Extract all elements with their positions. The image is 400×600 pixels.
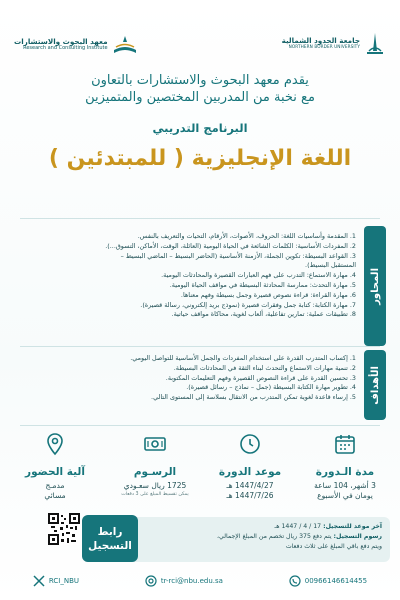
info-title: الرسـوم xyxy=(133,466,177,478)
course-title: اللغة الإنجليزية ( للمبتدئين ) xyxy=(48,146,352,171)
clock-icon xyxy=(238,432,262,456)
info-value: مسائي xyxy=(44,491,66,500)
registration-info xyxy=(110,517,390,562)
list-item: 3. تحسين القدرة على قراءة النصوص القصيرة وفهم التعليمات المكتوبة. xyxy=(165,373,356,382)
registration-deadline xyxy=(118,522,382,532)
content-list xyxy=(30,232,356,320)
institute-logo xyxy=(14,30,154,60)
intro-line-2: مع نخبة من المدربين المختصين والمتميزين xyxy=(85,90,315,105)
university-name-en: NORTHERN BORDER UNIVERSITY xyxy=(288,43,360,49)
info-value: 1447/4/27 هـ xyxy=(226,481,274,490)
info-title: آلية الحضور xyxy=(25,466,85,478)
goals-tab-label: الأهداف xyxy=(369,365,381,405)
list-item: 5. إرساء قاعدة لغوية تمكن المتدرب من الانتقال بسلاسة إلى المستوى التالي. xyxy=(151,393,356,402)
info-value: 1725 ريال سعـودي xyxy=(123,481,187,490)
registration-button-line1: رابط xyxy=(97,525,123,538)
divider xyxy=(20,218,380,219)
info-value: 1447/7/26 هـ xyxy=(226,491,274,500)
list-item: 4. مهارة الاستماع: التدرب على فهم العبارات القصيرة والمحادثات اليومية. xyxy=(161,271,356,280)
divider xyxy=(20,425,380,426)
institute-name-ar: معهد البحوث والاستشارات xyxy=(14,37,108,47)
info-title: مدة الـدورة xyxy=(315,466,375,478)
tower-logo-icon xyxy=(364,31,386,55)
whatsapp-icon xyxy=(289,575,301,587)
handle-text: RCI_NBU xyxy=(48,577,80,585)
goals-tab xyxy=(364,350,386,420)
email-link[interactable] xyxy=(145,575,223,587)
content-tab xyxy=(364,226,386,346)
list-item: 1. إكساب المتدرب القدرة على استخدام المفردات والجمل الأساسية للتواصل اليومي. xyxy=(130,354,356,362)
list-item: 3. القواعد البسيطة: تكوين الجملة، الأزمنة الأساسية (الحاضر البسيط – الماضي البسيط – xyxy=(120,251,356,260)
calendar-icon xyxy=(333,432,357,456)
list-item: 4. تطوير مهارة الكتابة البسيطة (جمل – نماذج – رسائل قصيرة). xyxy=(186,383,356,392)
list-item: 6. مهارة القراءة: قراءة نصوص قصيرة وجمل بسيطة وفهم معناها. xyxy=(180,290,356,299)
list-item: المستقبل البسيط). xyxy=(305,261,356,270)
email-text: tr-rci@nbu.edu.sa xyxy=(160,577,223,585)
list-item: 5. مهارة التحدث: ممارسة المحادثة البسيطة في مواقف الحياة اليومية. xyxy=(169,280,356,289)
info-note: يمكن تقسيط المبلغ على 3 دفعات xyxy=(121,492,189,497)
list-item: 8. تطبيقات عملية: تمارين تفاعلية، ألعاب لغوية، محاكاة مواقف حياتية. xyxy=(171,310,356,319)
content-tab-label: المحاور xyxy=(369,267,381,305)
money-icon xyxy=(143,432,167,456)
twitter-handle[interactable] xyxy=(33,575,79,587)
fee-label: رسوم التسجيل: xyxy=(333,533,382,540)
info-value: يومان في الأسبوع xyxy=(317,491,373,500)
info-dates xyxy=(205,432,295,501)
intro-line-1: يقدم معهد البحوث والاستشارات بالتعاون xyxy=(91,73,309,88)
goals-list xyxy=(30,354,356,403)
info-value: 3 أشهر، 104 ساعة xyxy=(314,481,376,490)
phone-link[interactable] xyxy=(289,575,367,587)
list-item: 2. المفردات الأساسية: الكلمات الشائعة في الحياة اليومية (العائلة، الوقت، الأماكن، التسوق...). xyxy=(105,241,356,250)
registration-fee xyxy=(118,532,382,542)
university-name-ar: جامعة الحدود الشمالية xyxy=(281,35,360,45)
info-attendance xyxy=(10,432,100,501)
institute-name-en: Research and Consulting Institute xyxy=(23,45,108,52)
fee-value: يتم دفع 375 ريال تخصم من المبلغ الإجمالي، xyxy=(216,533,332,540)
info-value: مدمـج xyxy=(45,481,65,490)
location-pin-icon xyxy=(43,432,67,456)
registration-link-button[interactable] xyxy=(82,515,138,562)
phone-text: 00966146614455 xyxy=(304,577,368,585)
list-item: 1. المقدمة وأساسيات اللغة: الحروف، الأصوات، الأرقام، التحيات والتعريف بالنفس. xyxy=(137,232,356,240)
registration-button-line2: التسجيل xyxy=(88,539,132,552)
contact-footer xyxy=(0,570,400,592)
book-logo-icon xyxy=(112,34,138,56)
list-item: 2. تنمية مهارات الاستماع والتحدث لبناء الثقة في المحادثات البسيطة. xyxy=(173,363,356,372)
deadline-value: 17 / 4 / 1447 هـ xyxy=(274,523,322,530)
email-icon xyxy=(145,575,157,587)
fee-note: ويتم دفع باقي المبلغ على ثلاث دفعات xyxy=(285,543,382,550)
info-title: موعد الدورة xyxy=(218,466,282,478)
university-logo xyxy=(276,28,386,58)
divider xyxy=(20,346,380,347)
qr-code-icon[interactable] xyxy=(48,513,80,545)
info-duration xyxy=(300,432,390,501)
info-fees xyxy=(110,432,200,499)
x-twitter-icon xyxy=(33,575,45,587)
program-label: البرنامج التدريبي xyxy=(152,121,248,135)
deadline-label: آخر موعد للتسجيل: xyxy=(323,523,382,530)
list-item: 7. مهارة الكتابة: كتابة جمل وفقرات قصيرة (نموذج بريد إلكتروني، رسالة قصيرة). xyxy=(140,300,356,309)
